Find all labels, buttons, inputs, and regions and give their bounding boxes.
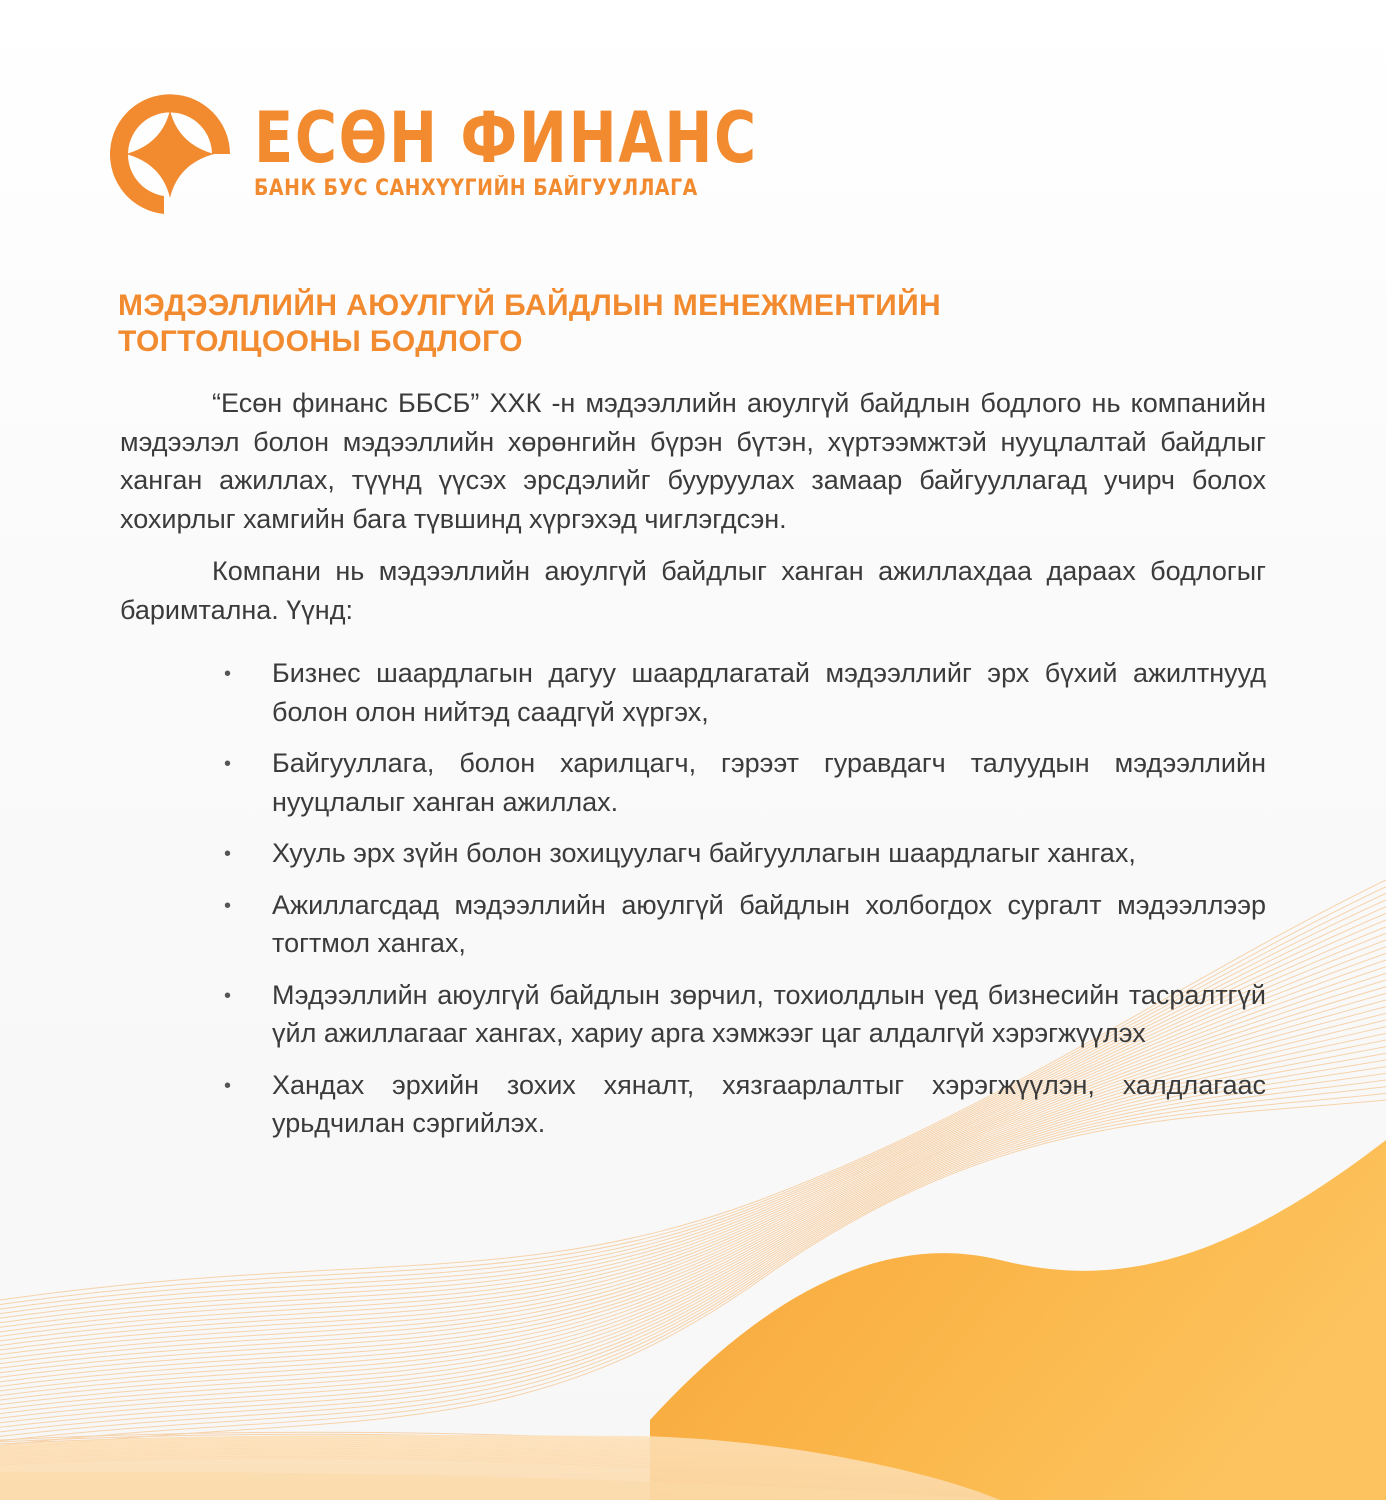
page-title-line-1: МЭДЭЭЛЛИЙН АЮУЛГҮЙ БАЙДЛЫН МЕНЕЖМЕНТИЙН — [118, 289, 942, 322]
list-item: • Бизнес шаардлагын дагуу шаардлагатай мэдээллийг эрх бүхий ажилтнууд болон олон нийтэд саадгүй хүргэх, — [120, 654, 1266, 731]
brand-name: ЕСӨН ФИНАНС — [254, 97, 758, 179]
bullet-dot-icon: • — [224, 1074, 232, 1097]
policy-bullet-list — [120, 654, 1266, 1156]
page-title-line-2: ТОГТОЛЦООНЫ БОДЛОГО — [118, 325, 523, 358]
list-item: • Хандах эрхийн зохих хяналт, хязгаарлалтыг хэрэгжүүлэн, халдлагаас урьдчилан сэргийлэх. — [120, 1066, 1266, 1143]
bullet-dot-icon: • — [224, 753, 232, 775]
intro-paragraph-text: “Есөн финанс ББСБ” ХХК -н мэдээллийн аюулгүй байдлын бодлого нь компанийн мэдээлэл болон мэдээллийн хөрөнгийн бүрэн бүтэн, хүртээмжтэй нууцлалтай байдлыг ханган ажиллах, түүнд үүсэх эрсдэлийг бууруулах замаар байгууллагад учирч болох хохирлыг хамгийн бага түвшинд хүргэхэд чиглэгдсэн. — [120, 388, 1266, 534]
bullet-dot-icon: • — [224, 894, 232, 917]
esun-star-emblem-icon — [104, 88, 236, 220]
bullet-dot-icon: • — [224, 843, 232, 865]
bullet-dot-icon: • — [224, 984, 232, 1007]
page-title — [118, 288, 1118, 360]
list-item: • Мэдээллийн аюулгүй байдлын зөрчил, тохиолдлын үед бизнесийн тасралтгүй үйл ажиллагааг хангах, хариу арга хэмжээг цаг алдалгүй хэрэгжүүлэх — [120, 976, 1266, 1053]
bullet-dot-icon: • — [224, 663, 232, 685]
policy-lead-paragraph — [120, 552, 1266, 629]
intro-paragraph — [120, 384, 1266, 538]
brand-subtitle: БАНК БУС САНХҮҮГИЙН БАЙГУУЛЛАГА — [254, 176, 698, 201]
policy-lead-text: Компани нь мэдээллийн аюулгүй байдлыг ханган ажиллахдаа дараах бодлогыг баримтална. Үүнд: — [120, 556, 1266, 625]
list-item: • Хууль эрх зүйн болон зохицуулагч байгууллагын шаардлагыг хангах, — [120, 834, 1266, 873]
list-item: • Байгууллага, болон харилцагч, гэрээт гуравдагч талуудын мэдээллийн нууцлалыг ханган ажиллах. — [120, 744, 1266, 821]
list-item: • Ажиллагсдад мэдээллийн аюулгүй байдлын холбогдох сургалт мэдээллээр тогтмол хангах, — [120, 886, 1266, 963]
company-logo — [104, 88, 758, 220]
